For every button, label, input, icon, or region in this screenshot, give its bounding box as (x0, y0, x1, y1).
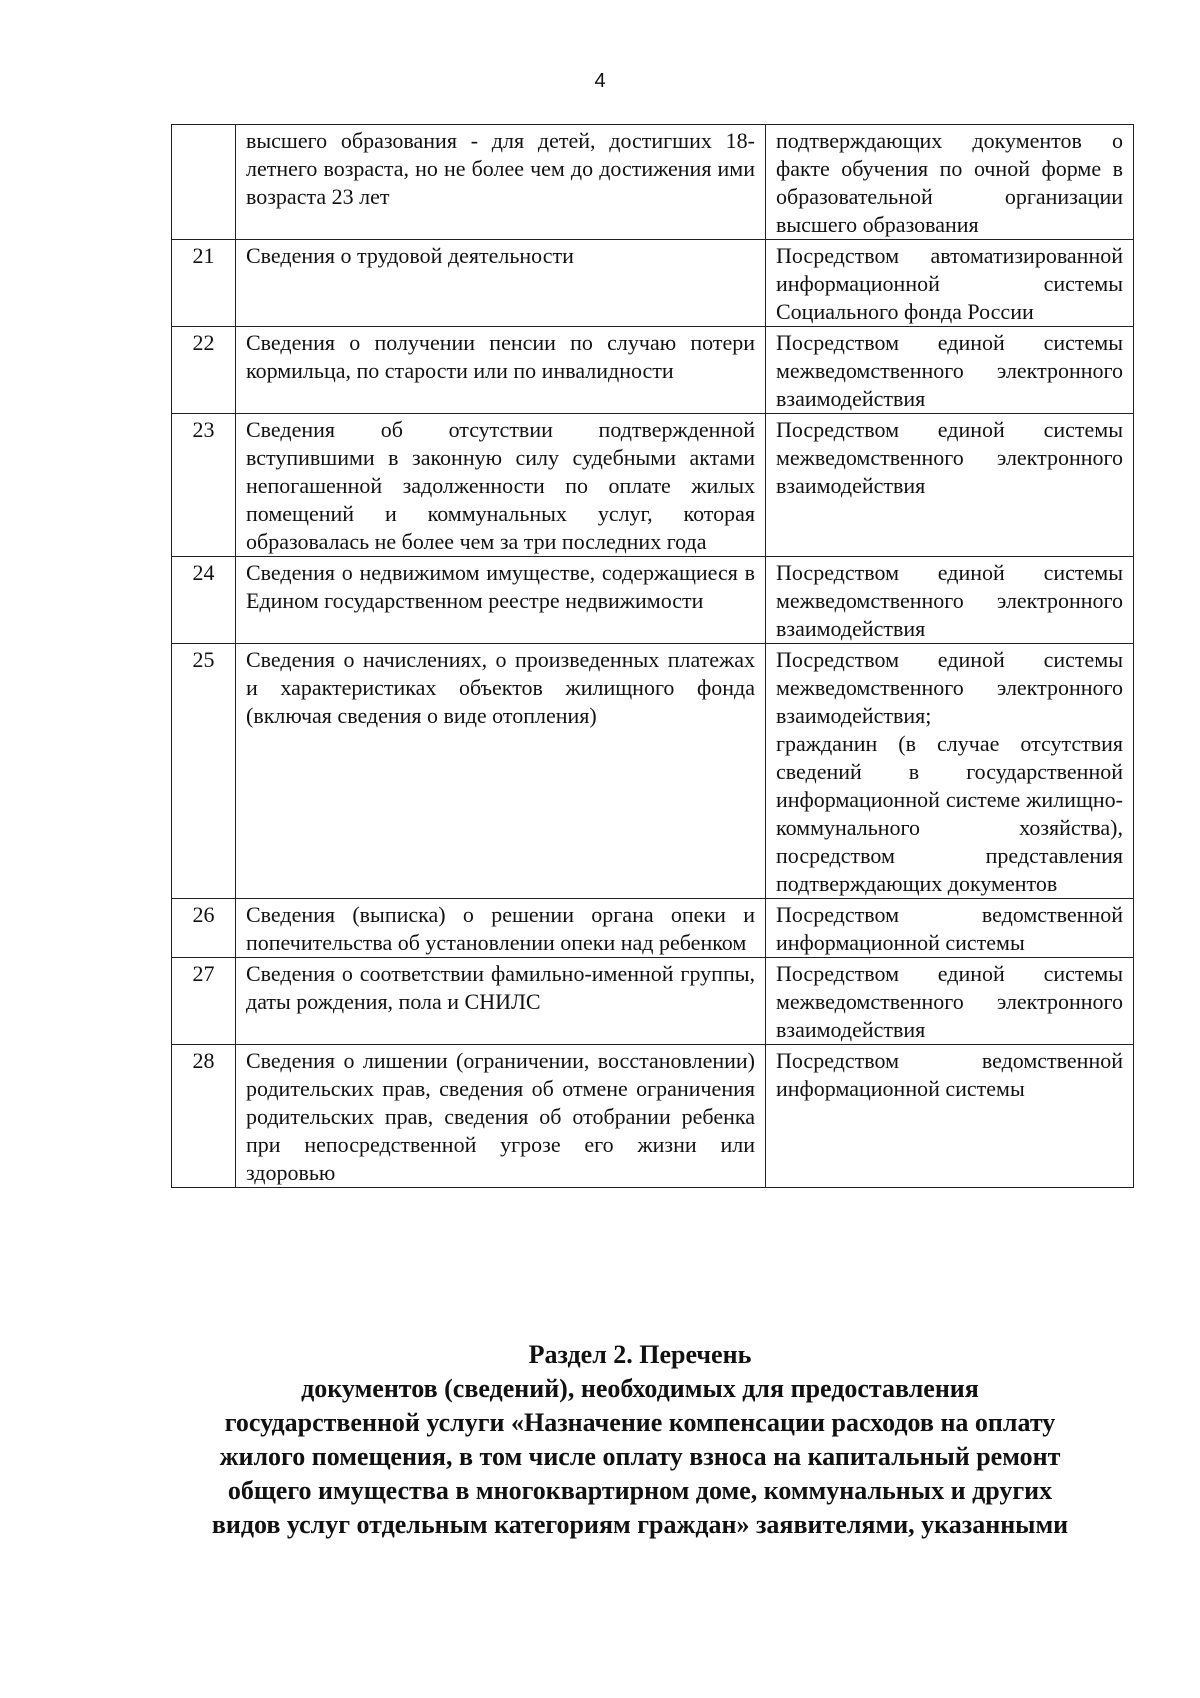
section-heading-line: жилого помещения, в том числе оплату взноса на капитальный ремонт (219, 1442, 1061, 1471)
row-number: 22 (172, 327, 236, 414)
table-row (172, 557, 1134, 644)
document-name: Сведения (выписка) о решении органа опеки и попечительства об установлении опеки над ребенком (236, 899, 766, 958)
document-name: Сведения о недвижимом имуществе, содержащиеся в Едином государственном реестре недвижимости (236, 557, 766, 644)
section-heading-line: документов (сведений), необходимых для предоставления (301, 1374, 979, 1403)
source-paragraph: подтверждающих документов о факте обучения по очной форме в образовательной организации высшего образования (776, 128, 1123, 237)
source-paragraph: Посредством автоматизированной информационной системы Социального фонда России (776, 243, 1123, 324)
section-heading-line: Раздел 2. Перечень (528, 1340, 752, 1369)
table-row (172, 644, 1134, 899)
source-paragraph: гражданин (в случае отсутствия сведений в государственной информационной системе жилищно-коммунального хозяйства), посредством представления подтверждающих документов (776, 731, 1123, 896)
section-heading (160, 1338, 1120, 1542)
documents-table (171, 124, 1134, 1188)
table-row (172, 240, 1134, 327)
row-number: 27 (172, 958, 236, 1045)
table-row (172, 958, 1134, 1045)
document-source (766, 125, 1134, 240)
document-source (766, 958, 1134, 1045)
document-source (766, 1045, 1134, 1188)
page-number: 4 (594, 70, 606, 92)
document-source (766, 644, 1134, 899)
section-heading-line: видов услуг отдельным категориям граждан» заявителями, указанными (211, 1510, 1069, 1539)
section-heading-line: общего имущества в многоквартирном доме, коммунальных и других (227, 1476, 1053, 1505)
row-number: 24 (172, 557, 236, 644)
row-number: 28 (172, 1045, 236, 1188)
source-paragraph: Посредством единой системы межведомственного электронного взаимодействия (776, 330, 1123, 411)
table-row (172, 899, 1134, 958)
row-number: 23 (172, 414, 236, 557)
document-source (766, 240, 1134, 327)
document-name: Сведения об отсутствии подтвержденной вступившими в законную силу судебными актами непогашенной задолженности по оплате жилых помещений и коммунальных услуг, которая образовалась не более чем за три последних года (236, 414, 766, 557)
source-paragraph: Посредством единой системы межведомственного электронного взаимодействия; (776, 647, 1123, 728)
source-paragraph: Посредством ведомственной информационной системы (776, 1048, 1123, 1101)
source-paragraph: Посредством единой системы межведомственного электронного взаимодействия (776, 560, 1123, 641)
table-row (172, 327, 1134, 414)
source-paragraph: Посредством единой системы межведомственного электронного взаимодействия (776, 417, 1123, 498)
document-name: высшего образования - для детей, достигших 18-летнего возраста, но не более чем до достижения ими возраста 23 лет (236, 125, 766, 240)
document-name: Сведения о трудовой деятельности (236, 240, 766, 327)
source-paragraph: Посредством единой системы межведомственного электронного взаимодействия (776, 961, 1123, 1042)
row-number (172, 125, 236, 240)
row-number: 25 (172, 644, 236, 899)
document-name: Сведения о начислениях, о произведенных платежах и характеристиках объектов жилищного фонда (включая сведения о виде отопления) (236, 644, 766, 899)
document-source (766, 414, 1134, 557)
row-number: 26 (172, 899, 236, 958)
document-name: Сведения о соответствии фамильно-именной группы, даты рождения, пола и СНИЛС (236, 958, 766, 1045)
table-row (172, 1045, 1134, 1188)
row-number: 21 (172, 240, 236, 327)
source-paragraph: Посредством ведомственной информационной системы (776, 902, 1123, 955)
section-heading-line: государственной услуги «Назначение компенсации расходов на оплату (224, 1408, 1056, 1437)
document-name: Сведения о лишении (ограничении, восстановлении) родительских прав, сведения об отмене ограничения родительских прав, сведения об отобрании ребенка при непосредственной угрозе его жизни или здоровью (236, 1045, 766, 1188)
document-source (766, 899, 1134, 958)
document-name: Сведения о получении пенсии по случаю потери кормильца, по старости или по инвалидности (236, 327, 766, 414)
document-source (766, 557, 1134, 644)
table-row (172, 125, 1134, 240)
table-row (172, 414, 1134, 557)
documents-table-body (172, 125, 1134, 1188)
document-source (766, 327, 1134, 414)
